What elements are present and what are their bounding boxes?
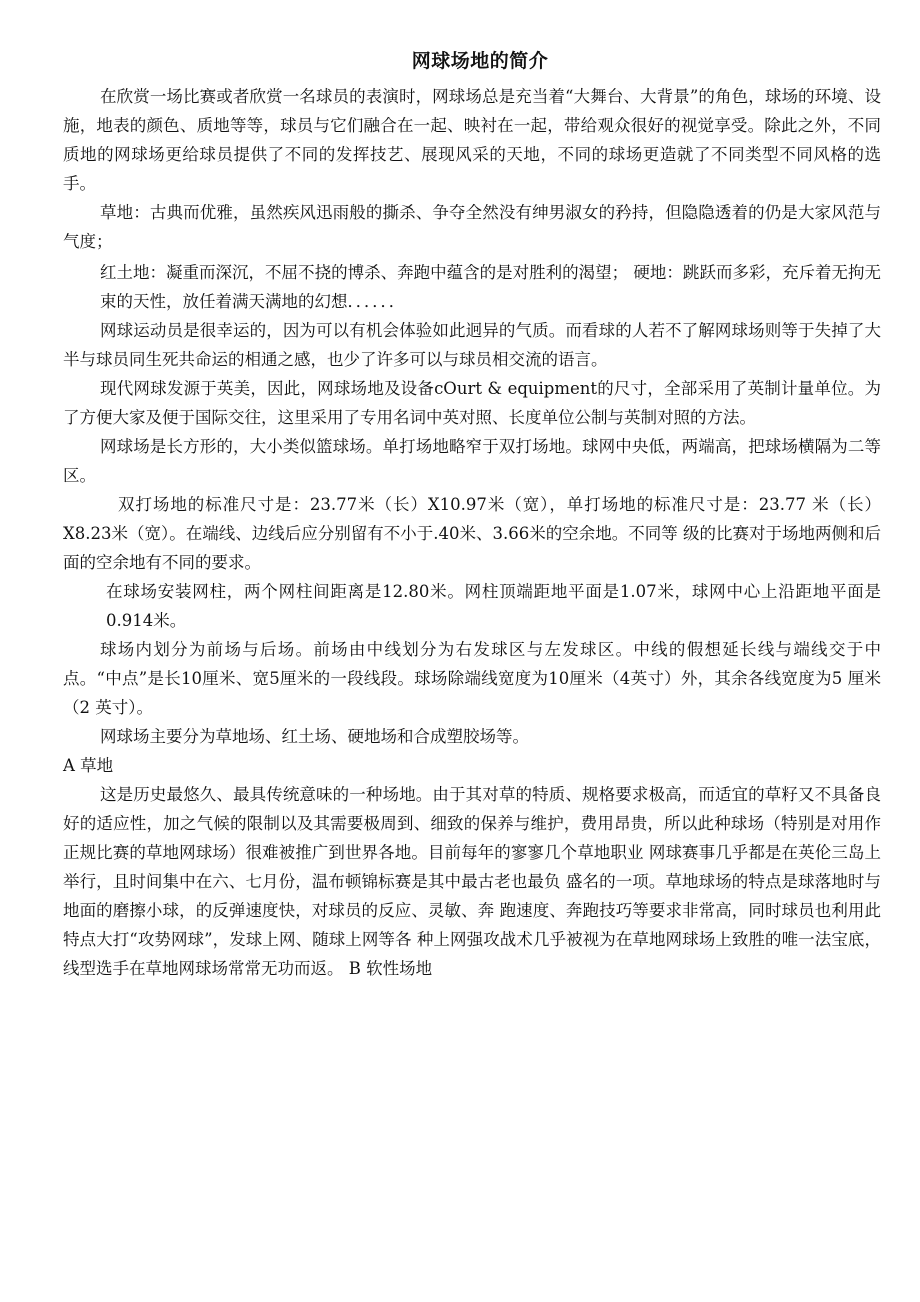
- paragraph-court-dimensions: 双打场地的标准尺寸是：23.77米（长）X10.97米（宽），单打场地的标准尺寸是：23.77 米（长）X8.23米（宽）。在端线、边线后应分别留有不小于.40米、3.66米的空余地。不同等 级的比赛对于场地两侧和后面的空余地有不同的要求。: [63, 495, 881, 572]
- paragraph-clay-hard-description: 红土地：凝重而深沉，不屈不挠的博杀、奔跑中蕴含的是对胜利的渴望； 硬地：跳跃而多彩，充斥着无拘无束的天性，放任着满天满地的幻想．．．．．．: [100, 263, 881, 311]
- paragraph-grass-description: 草地：古典而优雅，虽然疾风迅雨般的撕杀、争夺全然没有绅男淑女的矜持，但隐隐透着的仍是大家风范与气度；: [63, 203, 881, 251]
- paragraph-court-zones: 球场内划分为前场与后场。前场由中线划分为右发球区与左发球区。中线的假想延长线与端线交于中点。“中点”是长10厘米、宽5厘米的一段线段。球场除端线宽度为10厘米（4英寸）外，其余各线宽度为5 厘米（2 英寸）。: [63, 640, 881, 717]
- document-body: [63, 82, 881, 983]
- paragraph-grass-details: 这是历史最悠久、最具传统意味的一种场地。由于其对草的特质、规格要求极高，而适宜的草籽又不具备良好的适应性，加之气候的限制以及其需要极周到、细致的保养与维护，费用昂贵，所以此种球场（特别是对用作正规比赛的草地网球场）很难被推广到世界各地。目前每年的寥寥几个草地职业 网球赛事几乎都是在英伦三岛上举行，且时间集中在六、七月份，温布顿锦标赛是其中最古老也最负 盛名的一项。草地球场的特点是球落地时与地面的磨擦小球，的反弹速度快，对球员的反应、灵敏、奔 跑速度、奔跑技巧等要求非常高，同时球员也利用此特点大打“攻势网球”，发球上网、随球上网等各 种上网强攻战术几乎被视为在草地网球场上致胜的唯一法宝底，线型选手在草地网球场常常无功而返。 B 软性场地: [63, 785, 881, 978]
- document-title: 网球场地的简介: [411, 50, 549, 72]
- paragraph-court-shape: 网球场是长方形的，大小类似篮球场。单打场地略窄于双打场地。球网中央低，两端高，把球场横隔为二等区。: [63, 437, 881, 485]
- paragraph-intro: 在欣赏一场比赛或者欣赏一名球员的表演时，网球场总是充当着“大舞台、大背景”的角色，球场的环境、设施，地表的颜色、质地等等，球员与它们融合在一起、映衬在一起，带给观众很好的视觉享受。除此之外，不同质地的网球场更给球员提供了不同的发挥技艺、展现风采的天地，不同的球场更造就了不同类型不同风格的选手。: [63, 87, 881, 193]
- paragraph-players-lucky: 网球运动员是很幸运的，因为可以有机会体验如此迥异的气质。而看球的人若不了解网球场则等于失掉了大半与球员同生死共命运的相通之感，也少了许多可以与球员相交流的语言。: [63, 321, 881, 369]
- paragraph-court-types: 网球场主要分为草地场、红土场、硬地场和合成塑胶场等。: [100, 727, 529, 746]
- paragraph-origin-units: 现代网球发源于英美，因此，网球场地及设备cOurt & equipment的尺寸，全部采用了英制计量单位。为了方便大家及便于国际交往，这里采用了专用名词中英对照、长度单位公制与英制对照的方法。: [63, 379, 881, 427]
- section-heading-grass: A 草地: [63, 756, 114, 775]
- paragraph-net-posts: 在球场安装网柱，两个网柱间距离是12.80米。网柱顶端距地平面是1.07米，球网中心上沿距地平面是0.914米。: [106, 582, 881, 630]
